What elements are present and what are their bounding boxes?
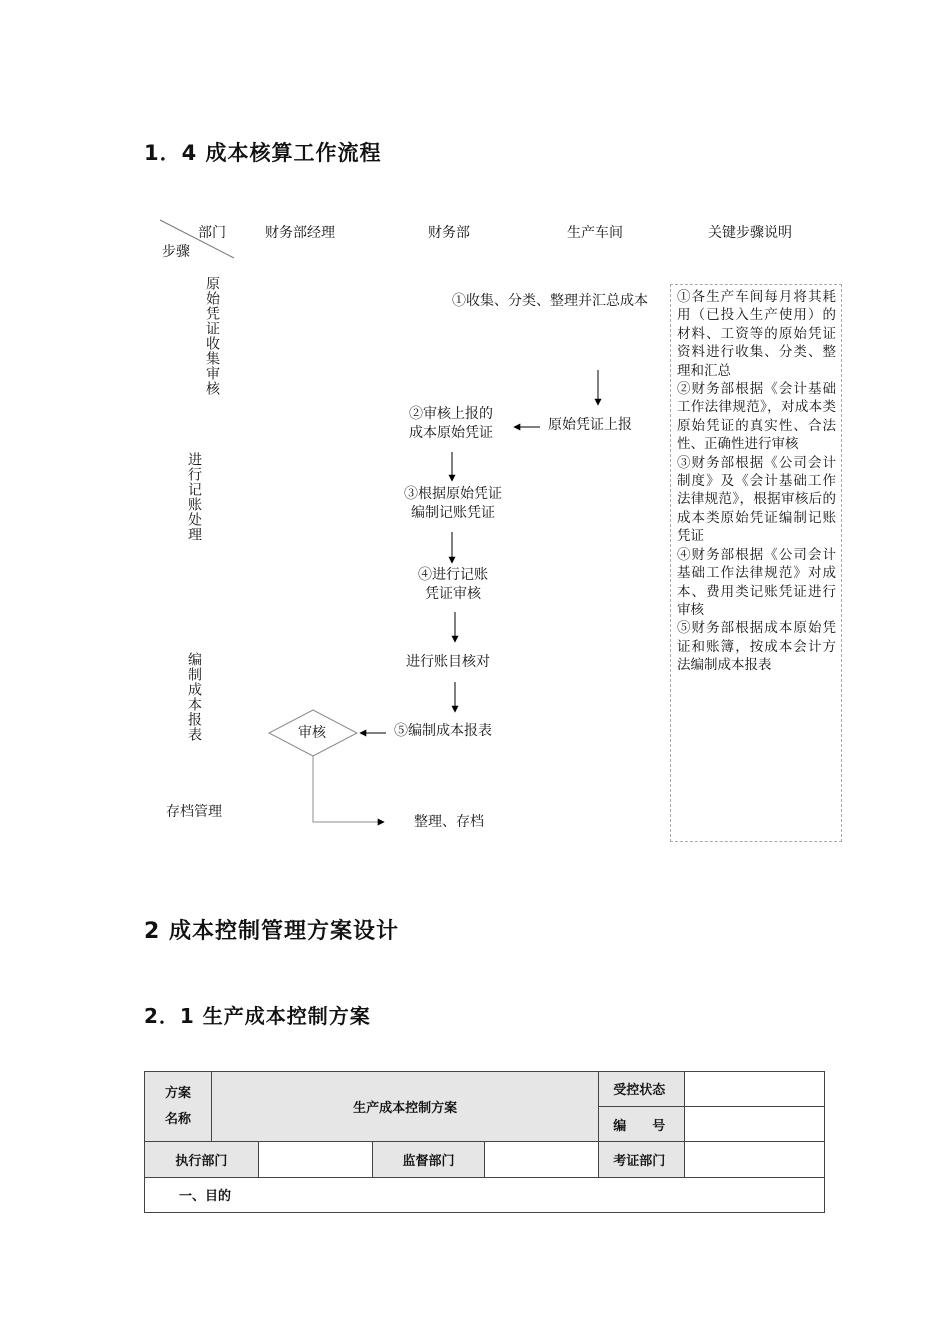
note-step-2: ②财务部根据《会计基础工作法律规范》，对成本类原始凭证的真实性、合法性、正确性进行审核 xyxy=(677,381,836,453)
node-audit-entries xyxy=(400,566,506,604)
arrow-approve-to-archive xyxy=(313,756,384,822)
section-heading-1-4: 1．4 成本核算工作流程 xyxy=(144,141,382,165)
executing-dept-label: 执行部门 xyxy=(145,1142,259,1178)
note-step-4: ④财务部根据《公司会计基础工作法律规范》对成本、费用类记账凭证进行审核 xyxy=(677,546,836,618)
node-audit-line2: 凭证审核 xyxy=(425,586,481,602)
node-audit-line1: ④进行记账 xyxy=(418,567,488,583)
node-reconcile-accounts: 进行账目核对 xyxy=(406,654,490,670)
header-notes-column: 关键步骤说明 xyxy=(708,225,792,241)
plan-name-value-cell: 生产成本控制方案 xyxy=(211,1072,598,1142)
row-label-bookkeeping: 进行记账处理 xyxy=(186,452,202,542)
node-prepare-line1: ③根据原始凭证 xyxy=(404,486,502,502)
node-review-vouchers xyxy=(398,405,504,443)
node-archive: 整理、存档 xyxy=(414,814,484,830)
node-prepare-line2: 编制记账凭证 xyxy=(411,505,495,521)
section-heading-2-1: 2．1 生产成本控制方案 xyxy=(144,1004,371,1028)
header-steps-label: 步骤 xyxy=(162,244,190,260)
header-workshop-column: 生产车间 xyxy=(567,225,623,241)
plan-table xyxy=(144,1071,825,1213)
node-review-line2: 成本原始凭证 xyxy=(409,425,493,441)
evidence-dept-value xyxy=(685,1142,825,1178)
node-collect-vouchers: ①收集、分类、整理并汇总成本 xyxy=(452,293,648,309)
purpose-section-label: 一、目的 xyxy=(145,1178,825,1213)
row-label-voucher-collection: 原始凭证收集审核 xyxy=(204,276,220,396)
plan-label-line2: 名称 xyxy=(164,1111,191,1127)
executing-dept-value xyxy=(258,1142,372,1178)
row-label-archive-management: 存档管理 xyxy=(166,804,222,820)
header-manager-column: 财务部经理 xyxy=(265,225,335,241)
node-approve: 审核 xyxy=(298,725,326,741)
note-step-1: ①各生产车间每月将其耗用（已投入生产使用）的材料、工资等的原始凭证资料进行收集、分类、整理和汇总 xyxy=(677,289,836,379)
node-upload-vouchers: 原始凭证上报 xyxy=(548,417,632,433)
row-label-cost-report: 编制成本报表 xyxy=(186,652,202,742)
control-status-value xyxy=(685,1072,825,1107)
evidence-dept-label: 考证部门 xyxy=(599,1142,685,1178)
document-number-label: 编 号 xyxy=(599,1107,685,1142)
section-heading-2: 2 成本控制管理方案设计 xyxy=(144,919,399,944)
note-step-5: ⑤财务部根据成本原始凭证和账簿，按成本会计方法编制成本报表 xyxy=(677,620,836,674)
plan-name-label-cell xyxy=(145,1072,212,1142)
node-prepare-cost-report: ⑤编制成本报表 xyxy=(394,723,492,739)
plan-label-line1: 方案 xyxy=(164,1085,191,1101)
node-prepare-entries xyxy=(392,485,514,523)
node-review-line1: ②审核上报的 xyxy=(409,406,493,422)
supervising-dept-value xyxy=(485,1142,599,1178)
supervising-dept-label: 监督部门 xyxy=(372,1142,485,1178)
note-step-3: ③财务部根据《公司会计制度》及《会计基础工作法律规范》，根据审核后的成本类原始凭证编制记账凭证 xyxy=(677,454,836,545)
key-step-notes-box xyxy=(670,284,842,842)
control-status-label: 受控状态 xyxy=(599,1072,685,1107)
header-finance-column: 财务部 xyxy=(428,225,470,241)
document-number-value xyxy=(685,1107,825,1142)
header-department-label: 部门 xyxy=(198,225,226,241)
